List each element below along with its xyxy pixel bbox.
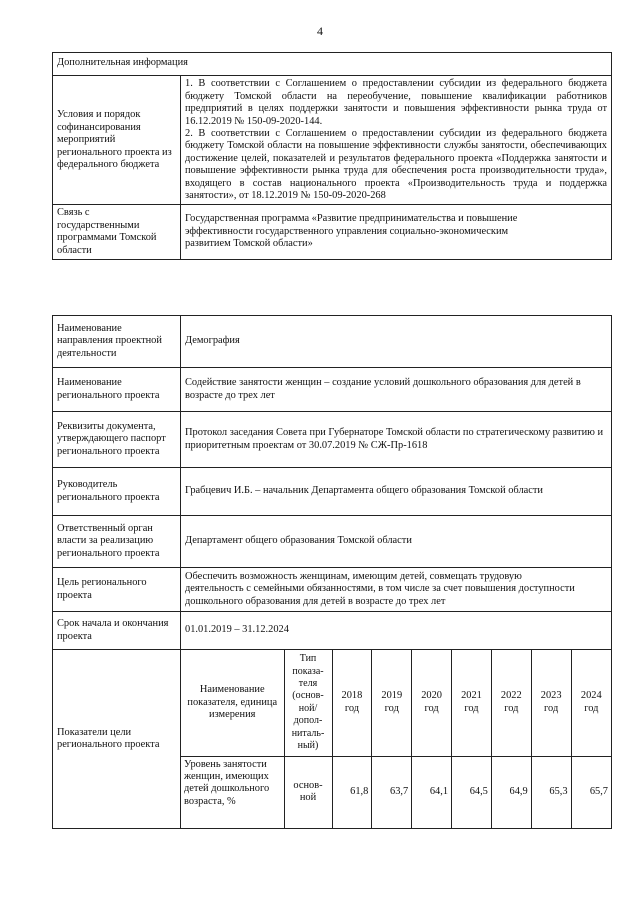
direction-label: Наименование направления проектной деятельности: [53, 316, 181, 368]
state-programs-label: Связь с государственными программами Томской области: [53, 205, 181, 260]
project-passport-table: [52, 315, 612, 829]
value-2023: 65,3: [531, 756, 571, 828]
head-row: [53, 468, 612, 516]
section-header-row: [53, 53, 612, 76]
goal-value: Обеспечить возможность женщинам, имеющим детей, совмещать трудовую деятельность с семейными обязанностями, в том числе за счет повышения доступности дошкольного образования для детей в возрасте до трех лет: [181, 568, 612, 612]
authority-value: Департамент общего образования Томской области: [181, 516, 612, 568]
header-year-2018: 2018 год: [332, 650, 372, 756]
goal-row: [53, 568, 612, 612]
indicators-row: [53, 650, 612, 829]
cofinancing-item-2: 2. В соответствии с Соглашением о предоставлении субсидии из федерального бюджета бюджету Томской области на повышение эффективности службы занятости, обеспечивающих достижение целей, показателей и результатов федерального проекта «Поддержка занятости и повышение эффективности рынка труда для обеспечения роста производительности труда», входящего в состав национального проекта «Производительность труда и поддержка занятости», от 18.12.2019 № 150-09-2020-268: [185, 128, 607, 202]
project-name-row: [53, 368, 612, 412]
value-2020: 64,1: [412, 756, 452, 828]
additional-info-table: [52, 52, 612, 260]
value-2018: 61,8: [332, 756, 372, 828]
value-2024: 65,7: [571, 756, 611, 828]
cofinancing-text: [181, 76, 612, 205]
direction-row: [53, 316, 612, 368]
value-2019: 63,7: [372, 756, 412, 828]
head-label: Руководитель регионального проекта: [53, 468, 181, 516]
indicator-name: Уровень занятости женщин, имеющих детей дошкольного возраста, %: [181, 756, 284, 828]
term-row: [53, 612, 612, 650]
direction-value: Демография: [181, 316, 612, 368]
header-indicator-name: Наименование показателя, единица измерения: [181, 650, 284, 756]
term-value: 01.01.2019 – 31.12.2024: [181, 612, 612, 650]
requisites-row: [53, 412, 612, 468]
indicators-label: Показатели цели регионального проекта: [53, 650, 181, 829]
state-programs-value: Государственная программа «Развитие предпринимательства и повышение эффективности государственного управления социально-экономическим развитием Томской области»: [181, 205, 612, 260]
head-value: Грабцевич И.Б. – начальник Департамента общего образования Томской области: [181, 468, 612, 516]
indicators-table: [181, 650, 611, 828]
authority-row: [53, 516, 612, 568]
header-year-2019: 2019 год: [372, 650, 412, 756]
authority-label: Ответственный орган власти за реализацию регионального проекта: [53, 516, 181, 568]
header-year-2021: 2021 год: [452, 650, 492, 756]
project-name-value: Содействие занятости женщин – создание условий дошкольного образования для детей в возрасте до трех лет: [181, 368, 612, 412]
table-row: [181, 756, 611, 828]
header-year-2022: 2022 год: [491, 650, 531, 756]
cofinancing-item-1: 1. В соответствии с Соглашением о предоставлении субсидии из федерального бюджета бюджету Томской области на переобучение, повышение квалификации работников предприятий в целях поддержки занятости и повышения эффективности рынка труда от 16.12.2019 № 150-09-2020-144.: [185, 78, 607, 127]
cofinancing-label: Условия и порядок софинансирования мероприятий регионального проекта из федерального бюджета: [53, 76, 181, 205]
indicators-header-row: [181, 650, 611, 756]
term-label: Срок начала и окончания проекта: [53, 612, 181, 650]
indicator-type: основ-ной: [284, 756, 332, 828]
header-indicator-type: Тип показа-теля (основ-ной/ допол-ниталь-ный): [284, 650, 332, 756]
section-title: Дополнительная информация: [53, 53, 612, 76]
goal-label: Цель регионального проекта: [53, 568, 181, 612]
header-year-2020: 2020 год: [412, 650, 452, 756]
header-year-2023: 2023 год: [531, 650, 571, 756]
indicators-cell: [181, 650, 612, 829]
cofinancing-row: [53, 76, 612, 205]
value-2022: 64,9: [491, 756, 531, 828]
header-year-2024: 2024 год: [571, 650, 611, 756]
page-number: 4: [317, 24, 323, 38]
requisites-label: Реквизиты документа, утверждающего паспорт регионального проекта: [53, 412, 181, 468]
state-programs-row: [53, 205, 612, 260]
value-2021: 64,5: [452, 756, 492, 828]
project-name-label: Наименование регионального проекта: [53, 368, 181, 412]
requisites-value: Протокол заседания Совета при Губернаторе Томской области по стратегическому развитию и приоритетным проектам от 30.07.2019 № СЖ-Пр-1618: [181, 412, 612, 468]
